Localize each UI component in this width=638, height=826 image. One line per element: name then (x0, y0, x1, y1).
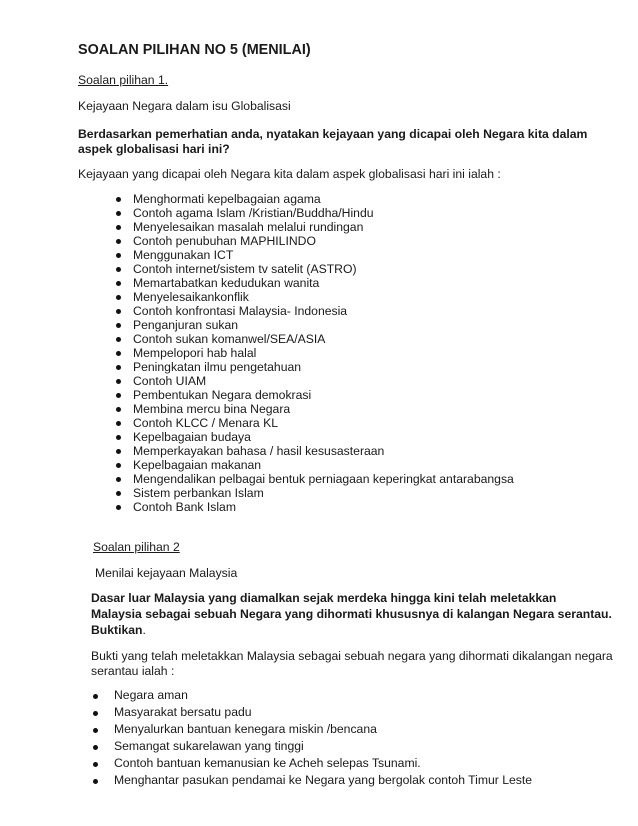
list-item-text: Contoh internet/sistem tv satelit (ASTRO) (133, 262, 357, 276)
bullet-icon (93, 728, 98, 733)
list-item (133, 500, 514, 514)
list-item-text: Menyalurkan bantuan kenegara miskin /bencana (114, 722, 377, 736)
list-item (133, 472, 514, 486)
section2-intro-line1: Bukti yang telah meletakkan Malaysia sebagai sebuah negara yang dihormati dikalangan negara (91, 649, 613, 663)
bullet-icon (93, 694, 98, 699)
list-item (133, 220, 514, 234)
bullet-icon (116, 505, 121, 510)
bullet-icon (116, 435, 121, 440)
list-item-text: Menyelesaikan masalah melalui rundingan (133, 220, 364, 234)
section1-heading: Soalan pilihan 1. (78, 73, 169, 87)
bullet-icon (116, 351, 121, 356)
section2-question-line3 (91, 623, 146, 638)
list-item (133, 486, 514, 500)
list-item (133, 206, 514, 220)
list-item (133, 374, 514, 388)
bullet-icon (116, 281, 121, 286)
list-item (114, 704, 532, 721)
list-item (133, 234, 514, 248)
section2-topic: Menilai kejayaan Malaysia (95, 566, 238, 580)
bullet-icon (93, 711, 98, 716)
list-item (114, 755, 532, 772)
list-item-text: Contoh penubuhan MAPHILINDO (133, 234, 316, 248)
list-item-text: Menyelesaikankonflik (133, 290, 249, 304)
section1-intro: Kejayaan yang dicapai oleh Negara kita dalam aspek globalisasi hari ini ialah : (78, 167, 501, 181)
list-item (133, 318, 514, 332)
bullet-icon (116, 309, 121, 314)
bullet-icon (116, 491, 121, 496)
list-item (133, 388, 514, 402)
list-item-text: Menghormati kepelbagaian agama (133, 192, 321, 206)
list-item-text: Contoh agama Islam /Kristian/Buddha/Hindu (133, 206, 374, 220)
list-item (133, 304, 514, 318)
bullet-icon (116, 253, 121, 258)
list-item (133, 430, 514, 444)
list-item (133, 192, 514, 206)
list-item (114, 721, 532, 738)
section1-question-line2: aspek globalisasi hari ini? (78, 142, 230, 156)
list-item (133, 360, 514, 374)
list-item-text: Contoh Bank Islam (133, 500, 236, 514)
section2-question-bold: Buktikan (91, 623, 143, 637)
section2-question-line2: Malaysia sebagai sebuah Negara yang dihormati khususnya di kalangan Negara serantau. (91, 607, 612, 621)
section2-question-end: . (142, 623, 146, 637)
list-item (133, 444, 514, 458)
section1-bullet-list (133, 192, 514, 514)
list-item (133, 402, 514, 416)
list-item-text: Penganjuran sukan (133, 318, 239, 332)
bullet-icon (116, 239, 121, 244)
bullet-icon (116, 295, 121, 300)
list-item (133, 416, 514, 430)
page-title: SOALAN PILIHAN NO 5 (MENILAI) (78, 42, 311, 58)
bullet-icon (116, 197, 121, 202)
list-item-text: Contoh bantuan kemanusian ke Acheh selepas Tsunami. (114, 756, 421, 770)
list-item-text: Contoh UIAM (133, 374, 207, 388)
list-item (114, 687, 532, 704)
bullet-icon (93, 745, 98, 750)
list-item-text: Masyarakat bersatu padu (114, 705, 252, 719)
bullet-icon (116, 211, 121, 216)
list-item-text: Mempelopori hab halal (133, 346, 257, 360)
list-item-text: Menggunakan ICT (133, 248, 234, 262)
list-item-text: Menghantar pasukan pendamai ke Negara yang bergolak contoh Timur Leste (114, 773, 533, 787)
list-item (114, 772, 532, 789)
bullet-icon (116, 379, 121, 384)
bullet-icon (116, 323, 121, 328)
bullet-icon (93, 779, 98, 784)
bullet-icon (93, 762, 98, 767)
list-item (133, 346, 514, 360)
list-item-text: Memperkayakan bahasa / hasil kesusasteraan (133, 444, 385, 458)
list-item-text: Pembentukan Negara demokrasi (133, 388, 312, 402)
list-item-text: Sistem perbankan Islam (133, 486, 264, 500)
list-item-text: Contoh sukan komanwel/SEA/ASIA (133, 332, 326, 346)
list-item-text: Kepelbagaian budaya (133, 430, 251, 444)
bullet-icon (116, 393, 121, 398)
list-item (114, 738, 532, 755)
section2-intro-line2: serantau ialah : (91, 664, 175, 678)
section1-topic: Kejayaan Negara dalam isu Globalisasi (78, 99, 291, 113)
list-item-text: Negara aman (114, 688, 188, 702)
list-item (133, 262, 514, 276)
list-item-text: Contoh KLCC / Menara KL (133, 416, 278, 430)
section2-heading: Soalan pilihan 2 (93, 540, 180, 554)
list-item-text: Memartabatkan kedudukan wanita (133, 276, 320, 290)
list-item-text: Kepelbagaian makanan (133, 458, 262, 472)
section2-question-line1: Dasar luar Malaysia yang diamalkan sejak merdeka hingga kini telah meletakkan (91, 591, 557, 605)
list-item (133, 276, 514, 290)
bullet-icon (116, 407, 121, 412)
bullet-icon (116, 463, 121, 468)
bullet-icon (116, 225, 121, 230)
section2-bullet-list (114, 687, 532, 789)
list-item-text: Contoh konfrontasi Malaysia- Indonesia (133, 304, 348, 318)
bullet-icon (116, 449, 121, 454)
list-item (133, 458, 514, 472)
bullet-icon (116, 267, 121, 272)
bullet-icon (116, 337, 121, 342)
list-item-text: Membina mercu bina Negara (133, 402, 291, 416)
list-item (133, 248, 514, 262)
list-item-text: Peningkatan ilmu pengetahuan (133, 360, 302, 374)
section1-question-line1: Berdasarkan pemerhatian anda, nyatakan kejayaan yang dicapai oleh Negara kita dalam (78, 127, 588, 141)
bullet-icon (116, 365, 121, 370)
bullet-icon (116, 421, 121, 426)
list-item-text: Semangat sukarelawan yang tinggi (114, 739, 304, 753)
bullet-icon (116, 477, 121, 482)
list-item-text: Mengendalikan pelbagai bentuk perniagaan keperingkat antarabangsa (133, 472, 514, 486)
list-item (133, 332, 514, 346)
list-item (133, 290, 514, 304)
